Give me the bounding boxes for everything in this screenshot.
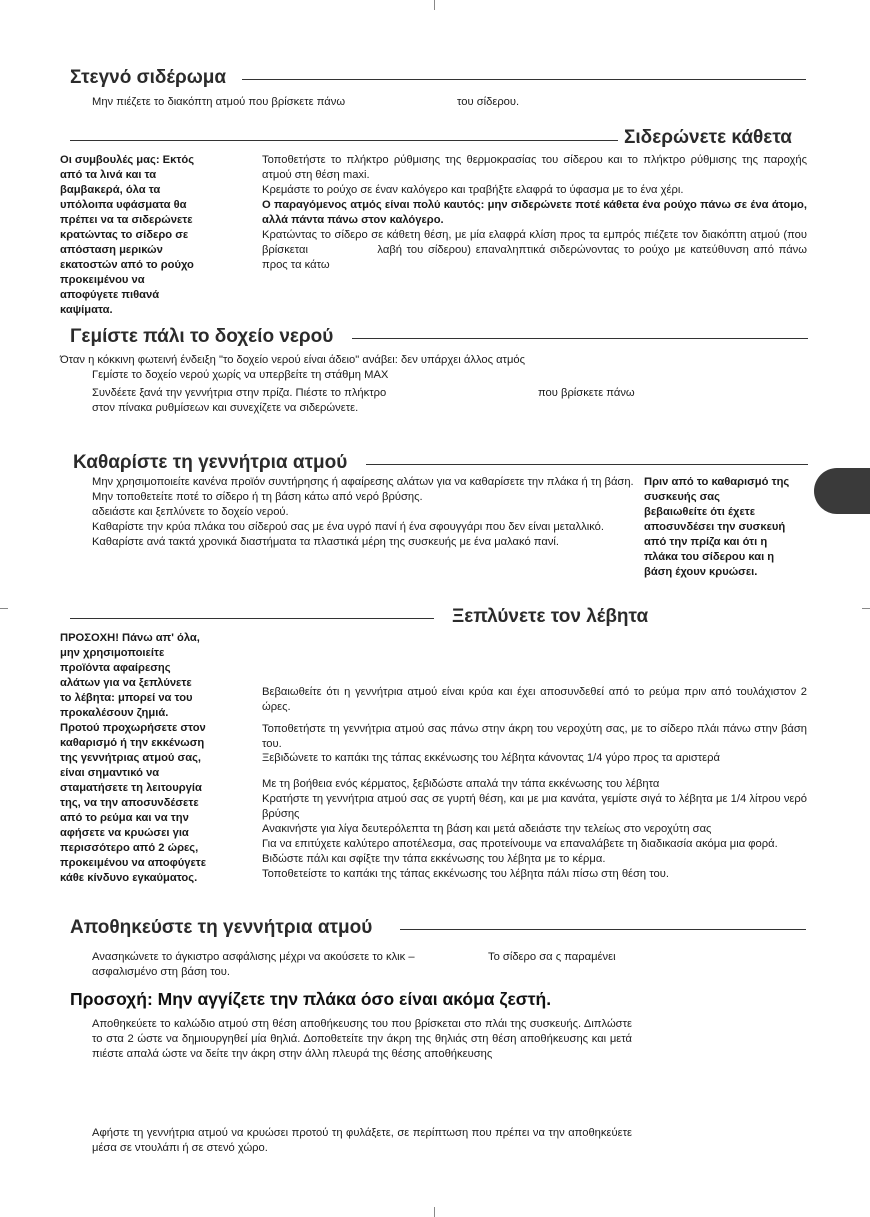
rinse-p3: Ξεβιδώνετε το καπάκι της τάπας εκκένωσης του λέβητα κάνοντας 1/4 γύρο προς τα αριστερά bbox=[262, 752, 720, 764]
tip-line: εκατοστών από το ρούχο bbox=[60, 259, 194, 271]
clean-p3: αδειάστε και ξεπλύνετε το δοχείο νερού. bbox=[92, 506, 289, 518]
rinse-warning bbox=[60, 631, 250, 886]
clean-p4: Καθαρίστε την κρύα πλάκα του σίδερού σας με ένα υγρό πανί ή ένα σφουγγάρι που δεν είναι μεταλλικό. bbox=[92, 521, 604, 533]
rinse-p5: Κρατήστε τη γεννήτρια ατμού σας σε γυρτή θέση, και με μια κανάτα, γεμίστε σιγά το λέβητα με 1/4 λίτρου νερό βρύσης bbox=[262, 793, 807, 820]
warning-line: Προτού προχωρήσετε στον bbox=[60, 722, 206, 734]
vertical-p1: Τοποθετήστε το πλήκτρο ρύθμισης της θερμοκρασίας του σίδερου και το πλήκτρο ρύθμισης της παροχής ατμού στη θέση maxi. bbox=[262, 154, 807, 181]
side-note-line: βεβαιωθείτε ότι έχετε bbox=[644, 506, 756, 518]
warning-line: αλάτων για να ξεπλύνετε bbox=[60, 677, 192, 689]
side-note-line: βάση έχουν κρυώσει. bbox=[644, 566, 758, 578]
clean-p2: Μην τοποθετείτε ποτέ το σίδερο ή τη βάση κάτω από νερό βρύσης. bbox=[92, 491, 423, 503]
crop-mark-left bbox=[0, 608, 8, 609]
section-rule bbox=[70, 618, 434, 619]
side-note-line: αποσυνδέσει την συσκευή bbox=[644, 521, 786, 533]
vertical-p3: Ο παραγόμενος ατμός είναι πολύ καυτός: μην σιδερώνετε ποτέ κάθετα ένα ρούχο πάνω σε ένα άτομο, αλλά πάντα πάνω στον καλόγερο. bbox=[262, 199, 807, 226]
dry-ironing-text-a: Μην πιέζετε το διακόπτη ατμού που βρίσκετε πάνω bbox=[92, 96, 346, 108]
warning-line: ΠΡΟΣΟΧΗ! Πάνω απ' όλα, bbox=[60, 632, 200, 644]
rinse-p2: Τοποθετήστε τη γεννήτρια ατμού σας πάνω στην άκρη του νεροχύτη σας, με το σίδερο πλάι πάνω στην βάση του. bbox=[262, 723, 807, 750]
vertical-tip bbox=[60, 153, 240, 318]
clean-p1: Μην χρησιμοποιείτε κανένα προϊόν συντήρησης ή αφαίρεσης αλάτων για να καθαρίσετε την πλάκα ή τη βάση. bbox=[92, 476, 634, 488]
tip-line: προκειμένου να bbox=[60, 274, 145, 286]
warning-line: το λέβητα: μπορεί να του bbox=[60, 692, 193, 704]
vertical-p2: Κρεμάστε το ρούχο σε έναν καλόγερο και τραβήξτε ελαφρά το ύφασμα με το ένα χέρι. bbox=[262, 184, 684, 196]
section-title-dry-ironing: Στεγνό σιδέρωμα bbox=[70, 67, 227, 88]
warning-line: μην χρησιμοποιείτε bbox=[60, 647, 165, 659]
tip-line: καψίματα. bbox=[60, 304, 113, 316]
vertical-body bbox=[262, 153, 807, 273]
side-note-line: συσκευής σας bbox=[644, 491, 720, 503]
refill-line-4: στον πίνακα ρυθμίσεων και συνεχίζετε να σιδερώνετε. bbox=[92, 402, 359, 414]
tip-line: πρέπει να τα σιδερώνετε bbox=[60, 214, 193, 226]
warning-line: από το ρεύμα και να την bbox=[60, 812, 189, 824]
rinse-p9: Τοποθετείστε το καπάκι της τάπας εκκένωσης του λέβητα πάλι πίσω στη θέση του. bbox=[262, 868, 669, 880]
section-title-vertical-ironing: Σιδερώνετε κάθετα bbox=[624, 127, 792, 148]
clean-body bbox=[92, 475, 635, 550]
warning-line: της, να την αποσυνδέσετε bbox=[60, 797, 199, 809]
refill-line-3a: Συνδέετε ξανά την γεννήτρια στην πρίζα. Πιέστε το πλήκτρο bbox=[92, 387, 387, 399]
rinse-steps bbox=[262, 777, 807, 882]
section-title-clean: Καθαρίστε τη γεννήτρια ατμού bbox=[73, 452, 348, 473]
section-title-rinse: Ξεπλύνετε τον λέβητα bbox=[452, 606, 649, 627]
section-rule bbox=[70, 140, 618, 141]
refill-line-1: Όταν η κόκκινη φωτεινή ένδειξη "το δοχείο νερού είναι άδειο" ανάβει: δεν υπάρχει άλλος ατμός bbox=[60, 354, 526, 366]
refill-line-3b: που βρίσκετε πάνω bbox=[538, 387, 635, 399]
warning-line: καθαρισμό ή την εκκένωση bbox=[60, 737, 205, 749]
tip-line: αποφύγετε πιθανά bbox=[60, 289, 160, 301]
dry-ironing-text-b: του σίδερου. bbox=[457, 96, 520, 108]
section-title-store: Αποθηκεύστε τη γεννήτρια ατμού bbox=[70, 917, 373, 938]
side-note-line: από την πρίζα και ότι η bbox=[644, 536, 768, 548]
store-caution: Προσοχή: Μην αγγίζετε την πλάκα όσο είναι ακόμα ζεστή. bbox=[70, 989, 552, 1009]
refill-line-2: Γεμίστε το δοχείο νερού χωρίς να υπερβείτε τη στάθμη MAX bbox=[92, 369, 389, 381]
rinse-p4: Με τη βοήθεια ενός κέρματος, ξεβιδώστε απαλά την τάπα εκκένωσης του λέβητα bbox=[262, 778, 660, 790]
store-p1: Αποθηκεύετε το καλώδιο ατμού στη θέση αποθήκευσης του που βρίσκεται στο πλάι της συσκευής. Διπλώστε το στα 2 ώστε να δημιουργηθεί μία θηλιά. Δοποθετείτε την άκρη της θηλιάς στη θέση αποθήκευσης και μετά πιέστε απαλά ώστε να δείτε την άκρη στην άλλη πλευρά της θέσης αποθήκευσης bbox=[92, 1018, 632, 1060]
warning-line: της γεννήτριας ατμού σας, bbox=[60, 752, 202, 764]
section-rule bbox=[400, 929, 806, 930]
section-rule bbox=[366, 464, 808, 465]
side-note-line: πλάκα του σίδερου και η bbox=[644, 551, 775, 563]
section-title-refill: Γεμίστε πάλι το δοχείο νερού bbox=[70, 326, 334, 347]
tip-line: κρατώντας το σίδερο σε bbox=[60, 229, 189, 241]
crop-mark-top bbox=[434, 0, 435, 10]
crop-mark-right bbox=[862, 608, 870, 609]
side-note-line: Πριν από το καθαρισμό της bbox=[644, 476, 790, 488]
store-line-1b: Το σίδερο σα ς παραμένει bbox=[488, 951, 616, 963]
rinse-p7: Για να επιτύχετε καλύτερο αποτέλεσμα, σας προτείνουμε να επαναλάβετε τη διαδικασία ακόμα μια φορά. bbox=[262, 838, 778, 850]
warning-line: είναι σημαντικό να bbox=[60, 767, 160, 779]
clean-side-note bbox=[644, 475, 814, 580]
warning-line: προκαλέσουν ζημιά. bbox=[60, 707, 169, 719]
warning-line: περισσότερο από 2 ώρες, bbox=[60, 842, 199, 854]
store-line-1a: Ανασηκώνετε το άγκιστρο ασφάλισης μέχρι να ακούσετε το κλικ – bbox=[92, 951, 415, 963]
store-line-2: ασφαλισμένο στη βάση του. bbox=[92, 966, 230, 978]
rinse-p1: Βεβαιωθείτε ότι η γεννήτρια ατμού είναι κρύα και έχει αποσυνδεθεί από το ρεύμα πριν από τουλάχιστον 2 ώρες. bbox=[262, 686, 807, 713]
vertical-p4-b: λαβή του σίδερου) επαναληπτικά σιδερώνοντας το ρούχο με κατεύθυνση από πάνω προς τα κάτω bbox=[262, 244, 808, 271]
warning-line: κάθε κίνδυνο εγκαύματος. bbox=[60, 872, 198, 884]
rinse-p8: Βιδώστε πάλι και σφίξτε την τάπα εκκένωσης του λέβητα με το κέρμα. bbox=[262, 853, 606, 865]
section-rule bbox=[352, 338, 808, 339]
store-p2: Αφήστε τη γεννήτρια ατμού να κρυώσει προτού τη φυλάξετε, σε περίπτωση που πρέπει να την αποθηκεύετε μέσα σε ντουλάπι ή σε στενό χώρο. bbox=[92, 1127, 632, 1154]
rinse-p6: Ανακινήστε για λίγα δευτερόλεπτα τη βάση και μετά αδειάστε την τελείως στο νεροχύτη σας bbox=[262, 823, 712, 835]
crop-mark-bottom bbox=[434, 1207, 435, 1217]
section-rule bbox=[242, 79, 806, 80]
vertical-p4-a: Κρατώντας το σίδερο σε κάθετη θέση, με μία ελαφρά κλίση προς τα εμπρός πιέζετε τον διακόπτη ατμού (που βρίσκεται bbox=[262, 229, 807, 256]
warning-line: αφήσετε να κρυώσει για bbox=[60, 827, 189, 839]
warning-line: προκειμένου να αποφύγετε bbox=[60, 857, 207, 869]
tip-line: υπόλοιπα υφάσματα θα bbox=[60, 199, 187, 211]
tip-line: βαμβακερά, όλα τα bbox=[60, 184, 161, 196]
chapter-tab bbox=[814, 468, 870, 514]
tip-line: από τα λινά και τα bbox=[60, 169, 157, 181]
vertical-p4 bbox=[262, 228, 807, 273]
warning-line: προϊόντα αφαίρεσης bbox=[60, 662, 171, 674]
clean-p5: Καθαρίστε ανά τακτά χρονικά διαστήματα τα πλαστικά μέρη της συσκευής με ένα μαλακό πανί. bbox=[92, 536, 560, 548]
tip-line: Οι συμβουλές μας: Εκτός bbox=[60, 154, 195, 166]
warning-line: σταματήσετε τη λειτουργία bbox=[60, 782, 202, 794]
tip-line: απόσταση μερικών bbox=[60, 244, 163, 256]
